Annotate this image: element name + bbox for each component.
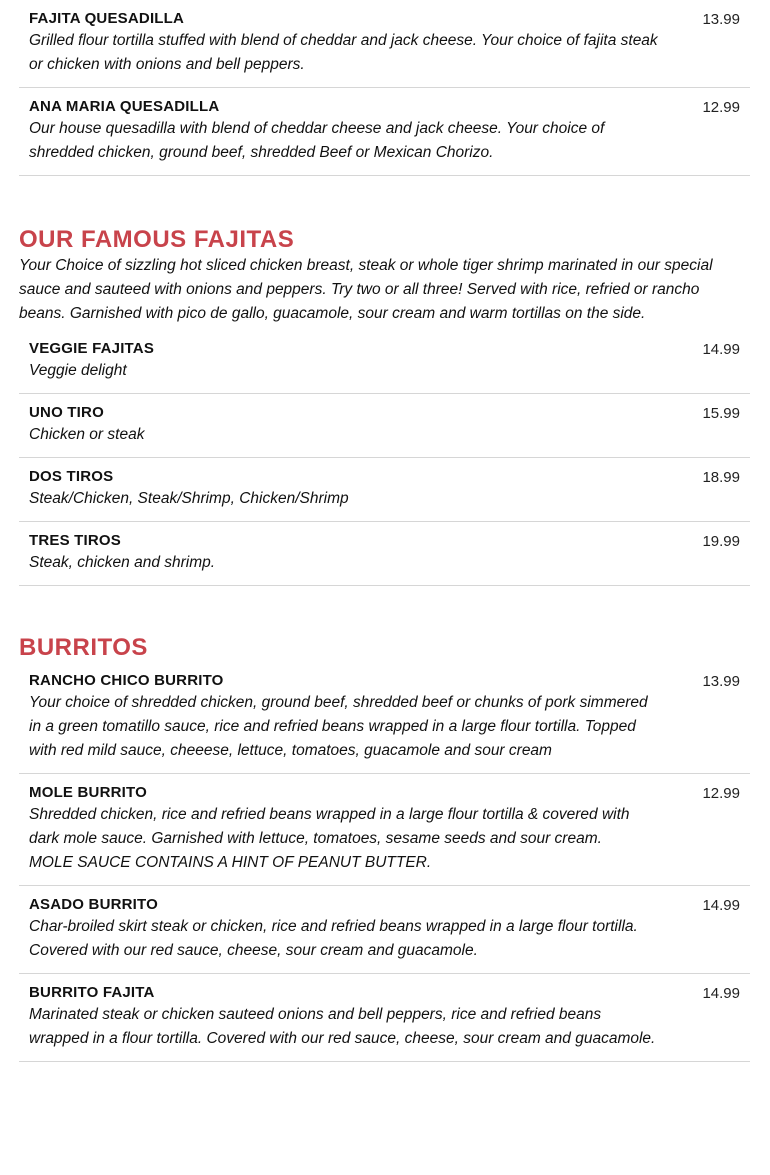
item-name: UNO TIRO (29, 404, 104, 421)
menu-item[interactable] (19, 886, 750, 974)
item-price: 12.99 (702, 785, 740, 802)
item-description (29, 803, 659, 875)
item-description: Our house quesadilla with blend of cheddar cheese and jack cheese. Your choice of shredded chicken, ground beef, shredded Beef or Mexican Chorizo. (29, 120, 605, 161)
item-price: 14.99 (702, 897, 740, 914)
allergen-note: MOLE SAUCE CONTAINS A HINT OF PEANUT BUTTER. (29, 854, 432, 871)
menu-item[interactable] (19, 522, 750, 586)
item-description: Grilled flour tortilla stuffed with blend of cheddar and jack cheese. Your choice of fajita steak or chicken with onions and bell peppers. (29, 32, 658, 73)
menu-item[interactable] (19, 774, 750, 886)
section-intro: Your Choice of sizzling hot sliced chicken breast, steak or whole tiger shrimp marinated in our special sauce and sauteed with onions and peppers. Try two or all three! Served with rice, refried or rancho beans. Garnished with pico de gallo, guacamole, sour cream and warm tortillas on the side. (19, 257, 713, 322)
item-name: FAJITA QUESADILLA (29, 10, 185, 27)
item-description: Char-broiled skirt steak or chicken, rice and refried beans wrapped in a large flour tortilla. Covered with our red sauce, cheese, sour cream and guacamole. (29, 918, 638, 959)
menu-item[interactable] (19, 458, 750, 522)
item-description: Steak, chicken and shrimp. (29, 554, 216, 571)
menu-item[interactable] (19, 330, 750, 394)
item-price: 18.99 (702, 469, 740, 486)
item-price: 14.99 (702, 341, 740, 358)
item-description: Chicken or steak (29, 426, 145, 443)
menu-item[interactable] (19, 0, 750, 88)
item-name: VEGGIE FAJITAS (29, 340, 155, 357)
item-price: 13.99 (702, 11, 740, 28)
menu-page (19, 0, 750, 1062)
item-description: Steak/Chicken, Steak/Shrimp, Chicken/Shrimp (29, 490, 349, 507)
menu-item[interactable] (19, 88, 750, 176)
item-name: TRES TIROS (29, 532, 122, 549)
item-description: Veggie delight (29, 362, 127, 379)
section-title: OUR FAMOUS FAJITAS (19, 226, 295, 253)
item-name: BURRITO FAJITA (29, 984, 155, 1001)
item-description: Marinated steak or chicken sauteed onions and bell peppers, rice and refried beans wrapped in a flour tortilla. Covered with our red sauce, cheese, sour cream and guacamole. (29, 1006, 656, 1047)
menu-item[interactable] (19, 394, 750, 458)
burritos-section (19, 634, 750, 1062)
item-price: 12.99 (702, 99, 740, 116)
item-name: MOLE BURRITO (29, 784, 147, 801)
item-name: ASADO BURRITO (29, 896, 158, 913)
quesadilla-section (19, 0, 750, 176)
item-description-text: Shredded chicken, rice and refried beans wrapped in a large flour tortilla & covered with dark mole sauce. Garnished with lettuce, tomatoes, sesame seeds and sour cream. (29, 806, 630, 847)
menu-item[interactable] (19, 974, 750, 1062)
item-name: ANA MARIA QUESADILLA (29, 98, 220, 115)
item-price: 19.99 (702, 533, 740, 550)
item-name: DOS TIROS (29, 468, 114, 485)
fajitas-section (19, 226, 750, 586)
menu-item[interactable] (19, 662, 750, 774)
section-title: BURRITOS (19, 634, 148, 661)
item-price: 13.99 (702, 673, 740, 690)
item-price: 14.99 (702, 985, 740, 1002)
item-description: Your choice of shredded chicken, ground beef, shredded beef or chunks of pork simmered in a green tomatillo sauce, rice and refried beans wrapped in a large flour tortilla. Topped with red mild sauce, cheeese, lettuce, tomatoes, guacamole and sour cream (29, 694, 648, 759)
item-name: RANCHO CHICO BURRITO (29, 672, 224, 689)
item-price: 15.99 (702, 405, 740, 422)
